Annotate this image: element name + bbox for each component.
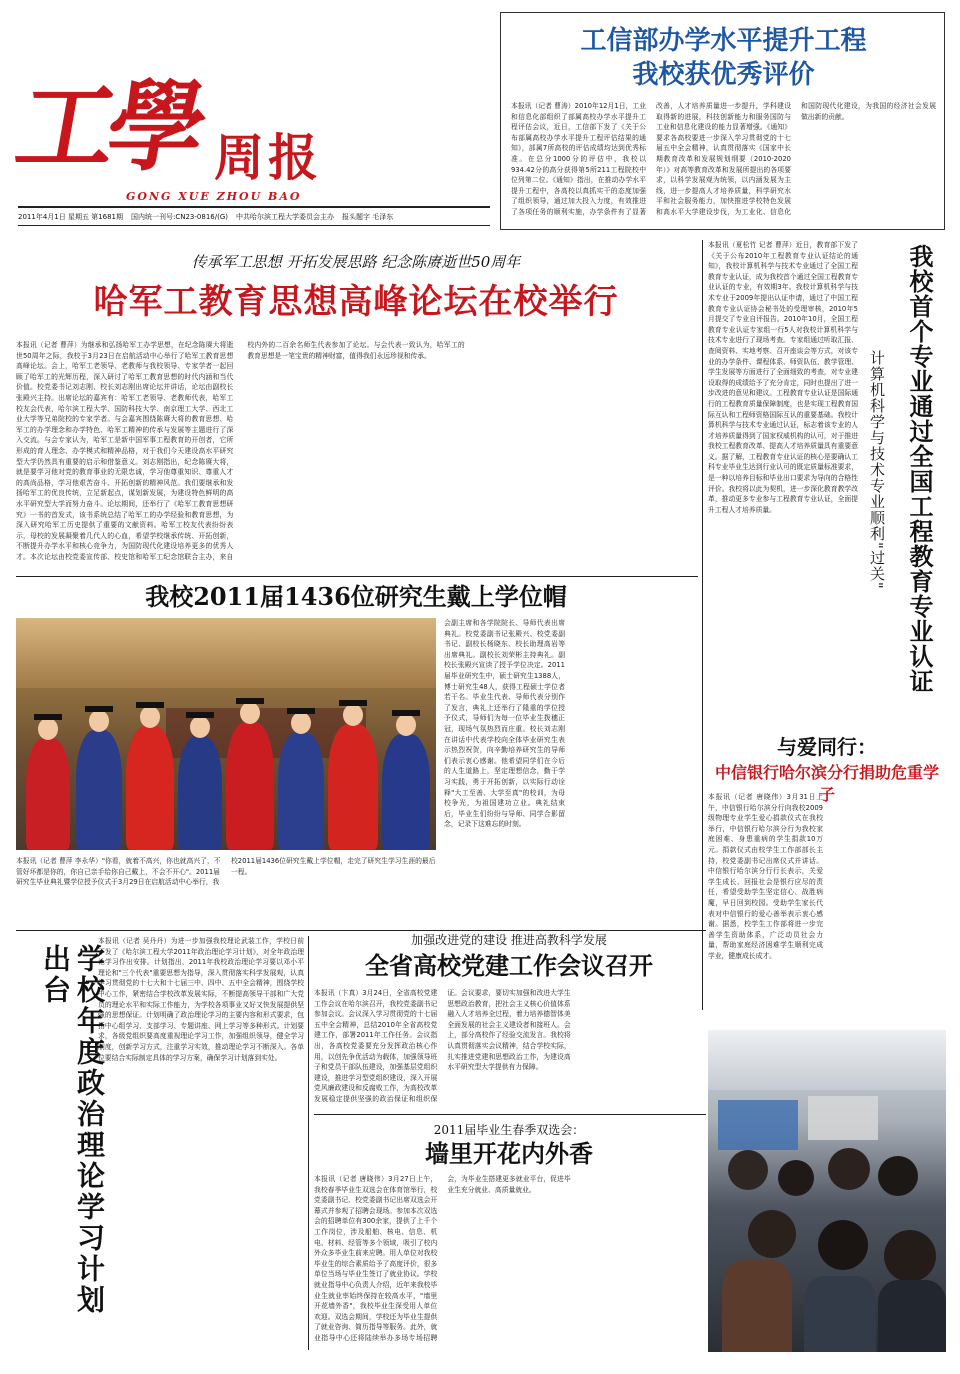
party-divider (314, 1114, 706, 1115)
masthead-rule (18, 206, 490, 208)
graduation-body: 会副主席和各学院院长、导师代表出席典礼。校党委副书记张殿兴、校党委副书记、副校长杨晓东、校长助理高岩等出席典礼。副校长刘荣彬主持典礼。副校长张殿兴宣读了授予学位决定。2011届毕业研究生中，硕士研究生1388人，博士研究生48人，获得工程硕士学位者若干名。毕业生代表、导师代表分别作了发言，典礼上还举行了隆重的学位授予仪式，导师们为每一位毕业生拨穗正冠，现场气氛热烈而庄重。校长刘志刚在讲话中代表学校向全体毕业研究生表示热烈祝贺，向辛勤培养研究生的导师们表示衷心感谢。他希望同学们在今后的人生道路上，坚定理想信念，勤于学习实践，勇于开拓创新，以实际行动诠释"大工至善、大学至真"的校训，为母校争光，为祖国建功立业。典礼结束后，毕业生们纷纷与导师、同学合影留念，记录下这难忘的时刻。 (444, 619, 565, 829)
accreditation-body: 本报讯（夏松竹 记者 曹萍）近日，教育部下发了《关于公布2010年工程教育专业认证结论的通知》，我校计算机科学与技术专业通过了全国工程教育专业认证，成为我校首个通过全国工程教育专业认证的专业，有效期3年。我校计算机科学与技术专业于2009年提出认证申请，通过了中国工程教育专业认证协会秘书处的受理审核，2010年5月提交了专业自评报告。2010年10月，全国工程教育专业认证专家组一行5人对我校计算机科学与技术专业进行了现场考查。专家组通过听取汇报、查阅资料、实地考察、召开座谈会等方式，对该专业的办学条件、课程体系、师资队伍、教学管理、学生发展等方面进行了全面细致的考查，对专业建设取得的成绩给予了充分肯定，同时也提出了进一步改进的意见和建议。工程教育专业认证是国际通行的工程教育质量保障制度，也是实现工程教育国际互认和工程师资格国际互认的重要基础。我校计算机科学与技术专业通过认证，标志着该专业的人才培养质量得到了国家权威机构的认可，对于推进我校工程教育改革、提高人才培养质量具有重要意义。据了解，工程教育专业认证的核心是要确认工科专业毕业生达到行业认可的既定质量标准要求，是一种以培养目标和毕业出口要求为导向的合格性评价。我校将以此为契机，进一步深化教育教学改革，推动更多专业参与工程教育专业认证，全面提升工程人才培养质量。 (708, 241, 858, 514)
issue-info: 2011年4月1日 星期五 第1681期 (18, 213, 123, 221)
party-kicker: 加强改进党的建设 推进高教科学发展 (411, 933, 607, 947)
forum-kicker: 传承军工思想 开拓发展思路 纪念陈赓逝世50周年 (191, 253, 521, 271)
jobfair-kicker: 2011届毕业生春季双选会： (433, 1123, 585, 1137)
right-column-divider (702, 240, 703, 1010)
masthead-info-line (18, 212, 490, 222)
study-plan-headline (38, 944, 106, 1344)
study-plan-body: 本报讯（记者 吴丹丹）为进一步加强我校理论武装工作，学校日前下发了《哈尔滨工程大学2011年政治理论学习计划》，对全年政治理论学习作出安排。计划指出，2011年我校政治理论学习要以邓小平理论和"三个代表"重要思想为指导，深入贯彻落实科学发展观，认真学习贯彻党的十七大和十七届三中、四中、五中全会精神，围绕学校中心工作，紧密结合学校改革发展实际，不断提高领导干部和广大党员的理论水平和实际工作能力，为学校各项事业又好又快发展提供坚强的思想保证。计划明确了政治理论学习的主要内容和形式要求，包括中心组学习、支部学习、专题讲座、网上学习等多种形式。计划要求，各级党组织要高度重视理论学习工作，加强组织领导，健全学习制度，创新学习方式，注重学习实效，推动理论学习不断深入。各单位要结合实际制定具体的学习方案，确保学习计划落到实处。 (98, 937, 304, 1062)
masthead-pinyin: GONG XUE ZHOU BAO (126, 190, 302, 203)
jobfair-headline: 墙里开花内外香 (425, 1139, 593, 1168)
jobfair-article (314, 1118, 704, 1354)
cn-number: 国内统一刊号:CN23-0816/(G) (131, 213, 228, 221)
forum-body: 本报讯（记者 曹萍）为继承和弘扬哈军工办学思想，在纪念陈赓大将逝世50周年之际，我校于3月23日在启航活动中心举行了哈军工教育思想高峰论坛。会上，哈军工老领导、老教师与我校领导、专家学者一起回顾了哈军工的光辉历程，深入研讨了哈军工教育思想的时代内涵和当代价值。校党委书记刘志刚、校长刘志刚出席论坛并讲话，论坛由副校长张殿兴主持。出席论坛的嘉宾有：哈军工老领导、老教师代表，哈军工校友会代表，哈尔滨工程大学、国防科技大学、南京理工大学、西北工业大学等兄弟院校的专家学者。与会嘉宾围绕陈赓大将的教育思想、哈军工的办学理念和办学特色、哈军工精神的传承与发展等主题进行了深入交流。与会专家认为，哈军工是新中国军事工程教育的开创者，它所形成的育人理念、办学模式和精神品格，对于我们今天建设高水平研究型大学仍然具有重要的启示和借鉴意义。刘志刚指出，纪念陈赓大将，就是要学习他对党的教育事业的无限忠诚，学习他尊重知识、尊重人才的高尚品格，学习他艰苦奋斗、开拓创新的精神风范。我们要继承和发扬哈军工的优良传统，立足新起点，谋划新发展，为建设特色鲜明的高水平研究型大学而努力奋斗。论坛期间，还举行了《哈军工教育思想研究》一书的首发式，该书系统总结了哈军工的办学经验和教育思想，为深入研究哈军工历史提供了重要的文献资料。哈军工校友代表纷纷表示，母校的发展凝聚着几代人的心血，希望学校继承传统、开拓创新，不断提升办学水平和核心竞争力，为国防现代化建设培养更多的优秀人才。本次论坛由校党委宣传部、校史馆和哈军工纪念馆联合主办，来自校内外的二百余名师生代表参加了论坛。与会代表一致认为，哈军工的教育思想是一笔宝贵的精神财富，值得我们永远珍视和传承。 (16, 341, 465, 561)
publisher: 中共哈尔滨工程大学委员会主办 (235, 213, 334, 221)
study-plan-headline-text: 学校年度政治理论学习计划出台 (39, 944, 106, 1316)
lead-divider (16, 576, 698, 577)
bank-body: 本报讯（记者 唐晓伟）3月31日上午，中信银行哈尔滨分行向我校2009级物理专业学生爱心捐款仪式在我校举行，中信银行哈尔滨分行为我校家庭困难、身患重病的学生捐款10万元。捐款仪式由校学生工作部部长主持，校党委副书记出席仪式并讲话。中信银行哈尔滨分行行长表示，关爱学生成长、回报社会是银行应尽的责任，希望受助学生坚定信心、战胜病魔，早日回到校园。受助学生家长代表对中信银行的爱心善举表示衷心感谢。据悉，校学生工作部将进一步完善学生资助体系，广泛动员社会力量，帮助家庭经济困难学生顺利完成学业，健康成长成才。 (708, 793, 823, 960)
accreditation-headline (904, 244, 934, 734)
study-plan-article (16, 936, 306, 1352)
study-divider (308, 936, 309, 1350)
accreditation-article (708, 240, 946, 745)
newspaper-title: 周报 (214, 129, 322, 187)
ministry-headline-2: 我校获优秀评价 (632, 60, 815, 90)
graduation-photo (16, 618, 436, 850)
graduation-article (16, 580, 696, 925)
inscription: 报头题字 毛泽东 (341, 213, 394, 221)
ministry-body: 本报讯（记者 曹涛）2010年12月1日，工业和信息化部组织了部属高校办学水平提升工程评估会议，近日，工信部下发了《关于公布部属高校办学水平提升工程评估结果的通知》，部属7所高校的评估成绩均达到优秀标准。在总分1000分的评估中，我校以934.42分的高分获得第5所211工程院校中位列第二位。《通知》指出，在推动办学水平提升工程中，各高校以真抓实干的态度加强了组织领导，通过加大投入力度，有效推进了各项任务的顺利实施，办学条件有了显著改善，人才培养质量进一步提升，学科建设取得新的进展，科技创新能力和服务国防与工业和信息化建设的能力显著增强。《通知》要求各高校要进一步深入学习贯彻党的十七届五中全会精神，认真贯彻落实《国家中长期教育改革和发展规划纲要（2010-2020年）》对高等教育改革和发展所提出的各项要求，以科学发展观为统领，以内涵发展为主线，进一步提高人才培养质量，科学研究水平和社会服务能力，加快推进学校特色发展和高水平大学建设步伐，为工业化、信息化和国防现代化建设，为我国的经济社会发展做出新的贡献。 (511, 102, 936, 216)
accreditation-subtitle (868, 350, 886, 670)
accreditation-headline-text: 我校首个专业通过全国工程教育专业认证 (905, 244, 934, 694)
graduation-headline: 我校2011届1436位研究生戴上学位帽 (145, 582, 567, 611)
masthead (7, 20, 490, 236)
forum-headline: 哈军工教育思想高峰论坛在校举行 (93, 282, 619, 322)
party-article (314, 926, 704, 1112)
party-headline: 全省高校党建工作会议召开 (365, 951, 653, 980)
ministry-evaluation-article (500, 12, 945, 230)
bank-donation-article (708, 730, 946, 1025)
bank-headline-1: 与爱同行： (777, 735, 877, 759)
jobfair-photo (708, 1030, 946, 1352)
newspaper-logo: 工學 (7, 70, 209, 185)
bank-headline-2: 中信银行哈尔滨分行捐助危重学子 (714, 763, 939, 804)
party-body: 本报讯（卞真）3月24日，全省高校党建工作会议在哈尔滨召开，我校党委副书记参加会议。会议深入学习贯彻党的十七届五中全会精神，总结2010年全省高校党建工作，部署2011年工作任务。会议指出，各高校党委要充分发挥政治核心作用，以创先争优活动为载体，加强领导班子和党员干部队伍建设，加强基层党组织建设，推进学习型党组织建设，深入开展党风廉政建设和反腐败工作，为高校改革发展稳定提供坚强的政治保证和组织保证。会议要求，要切实加强和改进大学生思想政治教育，把社会主义核心价值体系融入人才培养全过程，着力培养德智体美全面发展的社会主义建设者和接班人。会上，部分高校作了经验交流发言。我校将认真贯彻落实会议精神，结合学校实际，扎实推进党建和思想政治工作，为建设高水平研究型大学提供有力保障。 (314, 989, 571, 1103)
ministry-headline-1: 工信部办学水平提升工程 (580, 26, 867, 56)
graduation-caption: 本报讯（记者 曹萍 李永华）"你看，就着不高兴，你也就高兴了，不管好坏都是你的，你自己亲手给你自己戴上，不会不开心"。2011届研究生毕业典礼暨学位授予仪式于3月29日在启航活动中心举行，我校2011届1436位研究生戴上学位帽，走完了研究生学习生涯的最后一程。 (16, 857, 436, 887)
forum-article (16, 252, 696, 574)
masthead-rule-bottom (18, 225, 490, 226)
accreditation-subtitle-text: 计算机科学与技术专业顺利"过关" (868, 350, 886, 590)
jobfair-body: 本报讯（记者 唐晓伟）3月27日上午，我校春季毕业生双选会在体育馆举行，校党委副书记、校党委副书记出席双选会开幕式并参观了招聘会现场。参加本次双选会的招聘单位有300余家，提供了上千个工作岗位，涉及船舶、核电、信息、机电、材料、经管等多个领域，吸引了校内外众多毕业生前来应聘。用人单位对我校毕业生的综合素质给予了高度评价，很多单位当场与毕业生签订了就业协议。学校就业指导中心负责人介绍，近年来我校毕业生就业率始终保持在较高水平，"墙里开花墙外香"，我校毕业生深受用人单位欢迎。双选会期间，学校还为毕业生提供了就业咨询、简历指导等服务。此外，就业指导中心还将陆续举办多场专场招聘会，为毕业生搭建更多就业平台，促进毕业生充分就业、高质量就业。 (314, 1175, 571, 1342)
